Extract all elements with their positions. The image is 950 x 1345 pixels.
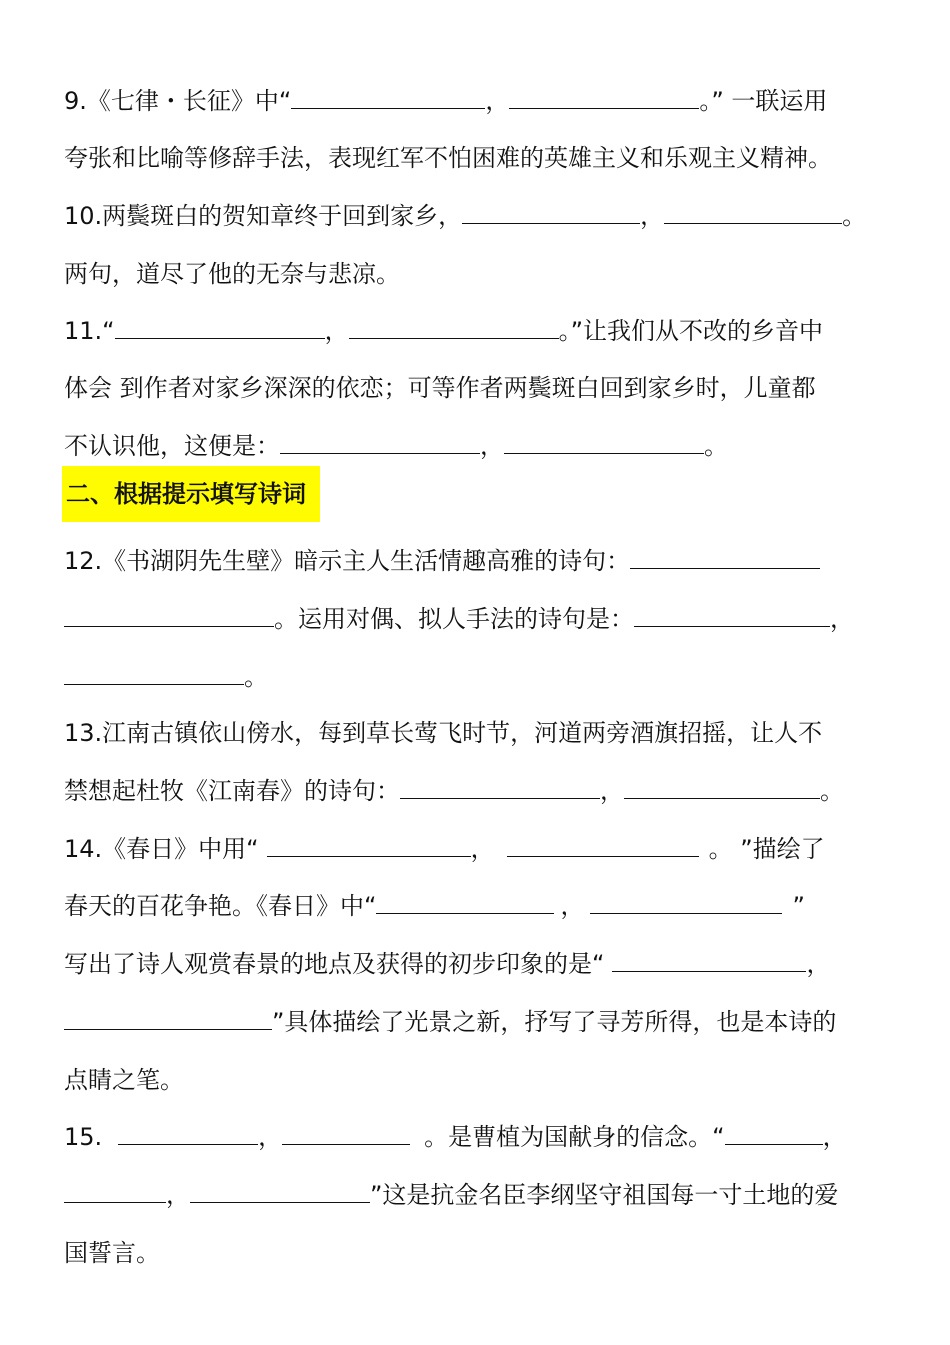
- answer-blank[interactable]: [291, 86, 485, 109]
- answer-blank[interactable]: [664, 201, 842, 224]
- answer-blank[interactable]: [462, 201, 640, 224]
- q14-line1: 14.《春日》中用“ ， 。 ”描绘了: [64, 835, 825, 863]
- answer-blank[interactable]: [64, 1180, 166, 1203]
- answer-blank[interactable]: [282, 1122, 410, 1145]
- q12-line3: 。: [64, 662, 268, 692]
- q15-line3: 国誓言。: [64, 1239, 160, 1267]
- q14-line3: 写出了诗人观赏春景的地点及获得的初步印象的是“ ，: [64, 950, 831, 978]
- answer-blank[interactable]: [349, 316, 559, 339]
- answer-blank[interactable]: [64, 604, 274, 627]
- answer-blank[interactable]: [634, 604, 830, 627]
- answer-blank[interactable]: [267, 834, 471, 857]
- section-heading: [62, 466, 320, 522]
- answer-blank[interactable]: [725, 1122, 823, 1145]
- answer-blank[interactable]: [504, 431, 704, 454]
- q15-line1: 15. ， 。是曹植为国献身的信念。“ ，: [64, 1123, 847, 1151]
- q14-line2: 春天的百花争艳。《春日》中“ ， ”: [64, 892, 805, 920]
- q9-line1: 9.《七律・长征》中“ ， 。” 一联运用: [64, 87, 828, 115]
- answer-blank[interactable]: [630, 546, 820, 569]
- section-heading-text: 二、根据提示填写诗词: [66, 480, 306, 508]
- answer-blank[interactable]: [118, 1122, 258, 1145]
- q11-line2: 体会 到作者对家乡深深的依恋；可等作者两鬓斑白回到家乡时，儿童都: [64, 374, 816, 402]
- q11-line3: 不认识他，这便是： ， 。: [64, 432, 728, 460]
- answer-blank[interactable]: [280, 431, 480, 454]
- q11-line1: 11.“ ， 。”让我们从不改的乡音中: [64, 317, 824, 345]
- q10-line1: 10.两鬓斑白的贺知章终于回到家乡， ， 。: [64, 202, 867, 230]
- answer-blank[interactable]: [400, 776, 600, 799]
- answer-blank[interactable]: [64, 1007, 272, 1030]
- answer-blank[interactable]: [624, 776, 820, 799]
- answer-blank[interactable]: [507, 834, 699, 857]
- q12-line1: 12.《书湖阴先生壁》暗示主人生活情趣高雅的诗句：: [64, 546, 820, 576]
- q9-prefix: 9.《七律・长征》中“: [64, 87, 292, 115]
- q9-line2: 夸张和比喻等修辞手法，表现红军不怕困难的英雄主义和乐观主义精神。: [64, 144, 832, 172]
- q13-line1: 13.江南古镇依山傍水，每到草长莺飞时节，河道两旁酒旗招摇，让人不: [64, 719, 823, 747]
- answer-blank[interactable]: [590, 891, 782, 914]
- q12-line2: 。运用对偶、拟人手法的诗句是： ，: [64, 604, 854, 634]
- answer-blank[interactable]: [376, 891, 554, 914]
- answer-blank[interactable]: [115, 316, 325, 339]
- answer-blank[interactable]: [190, 1180, 370, 1203]
- q15-line2: ， ”这是抗金名臣李纲坚守祖国每一寸土地的爱: [64, 1180, 838, 1210]
- q10-line2: 两句，道尽了他的无奈与悲凉。: [64, 260, 400, 288]
- answer-blank[interactable]: [612, 949, 806, 972]
- q14-line5: 点睛之笔。: [64, 1066, 184, 1094]
- answer-blank[interactable]: [509, 86, 699, 109]
- q14-line4: ”具体描绘了光景之新，抒写了寻芳所得，也是本诗的: [64, 1007, 836, 1037]
- q13-line2: 禁想起杜牧《江南春》的诗句： ， 。: [64, 777, 844, 805]
- answer-blank[interactable]: [64, 662, 244, 685]
